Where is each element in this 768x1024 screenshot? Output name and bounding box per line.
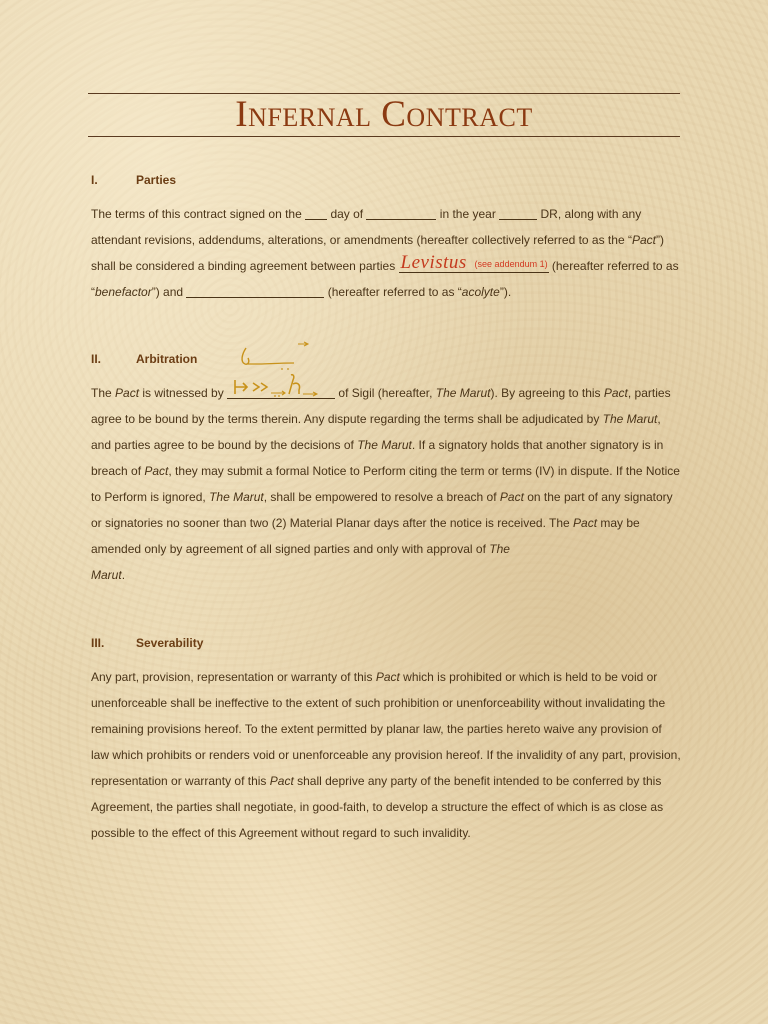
benefactor-signature-line	[399, 252, 549, 273]
section-title: Parties	[136, 173, 177, 187]
gold-rune-signature-icon	[233, 372, 329, 398]
witness-signature-line	[227, 384, 335, 399]
section-parties	[91, 170, 681, 305]
blank-day-number[interactable]	[305, 205, 327, 220]
blank-year[interactable]	[499, 205, 537, 220]
section-heading-parties	[91, 170, 681, 190]
section-title: Severability	[136, 636, 204, 650]
document-title: Infernal Contract	[235, 94, 533, 135]
benefactor-signature: Levistus	[400, 252, 467, 273]
parties-paragraph: The terms of this contract signed on the day of in the year DR, along with any attendant revisions, addendums, alterations, or amendments (hereafter collectively referred to as the “Pact”) shall be considered a binding agreement between parties Levistus (see addendum 1) (hereafter referred to as “benefactor”) and (hereafter referred to as “acolyte”).	[91, 207, 679, 299]
section-number: III.	[91, 636, 105, 650]
section-heading-arbitration	[91, 349, 681, 369]
signature-addendum-note: (see addendum 1)	[474, 259, 548, 269]
title-rule-bottom	[88, 136, 680, 137]
section-number: I.	[91, 173, 98, 187]
section-title: Arbitration	[136, 352, 198, 366]
acolyte-signature-line[interactable]	[186, 283, 324, 298]
severability-paragraph: Any part, provision, representation or warranty of this Pact which is prohibited or which is held to be void or unenforceable shall be ineffective to the extent of such prohibition or unenforceability without invalidating the remaining provisions hereof. To the extent permitted by planar law, the parties hereto waive any provision of law which prohibits or renders void or unenforceable any provision hereof. If the invalidity of any part, provision, representation or warranty of this Pact shall deprive any party of the benefit intended to be conferred by this Agreement, the parties shall negotiate, in good-faith, to develop a structure the effect of which is as close as possible to the effect of this Agreement without regard to such invalidity.	[91, 670, 681, 840]
arbitration-paragraph: The Pact is witnessed by of Sigil (hereafter, The Marut). By agreeing to this Pact, parties agree to be bound by the terms therein. Any dispute regarding the terms shall be adjudicated by The Marut, and parties agree to be bound by the decisions of The Marut. If a signatory holds that another signatory is in breach of Pact, they may submit a formal Notice to Perform citing the term or terms (IV) in dispute. If the Notice to Perform is ignored, The Marut, shall be empowered to resolve a breach of Pact on the part of any signatory or signatories no sooner than two (2) Material Planar days after the notice is received. The Pact may be amended only by agreement of all signed parties and only with approval of The Marut.	[91, 380, 681, 588]
section-arbitration	[91, 349, 681, 588]
blank-month[interactable]	[366, 205, 436, 220]
section-heading-severability	[91, 633, 681, 653]
section-severability	[91, 633, 681, 846]
section-number: II.	[91, 352, 102, 366]
